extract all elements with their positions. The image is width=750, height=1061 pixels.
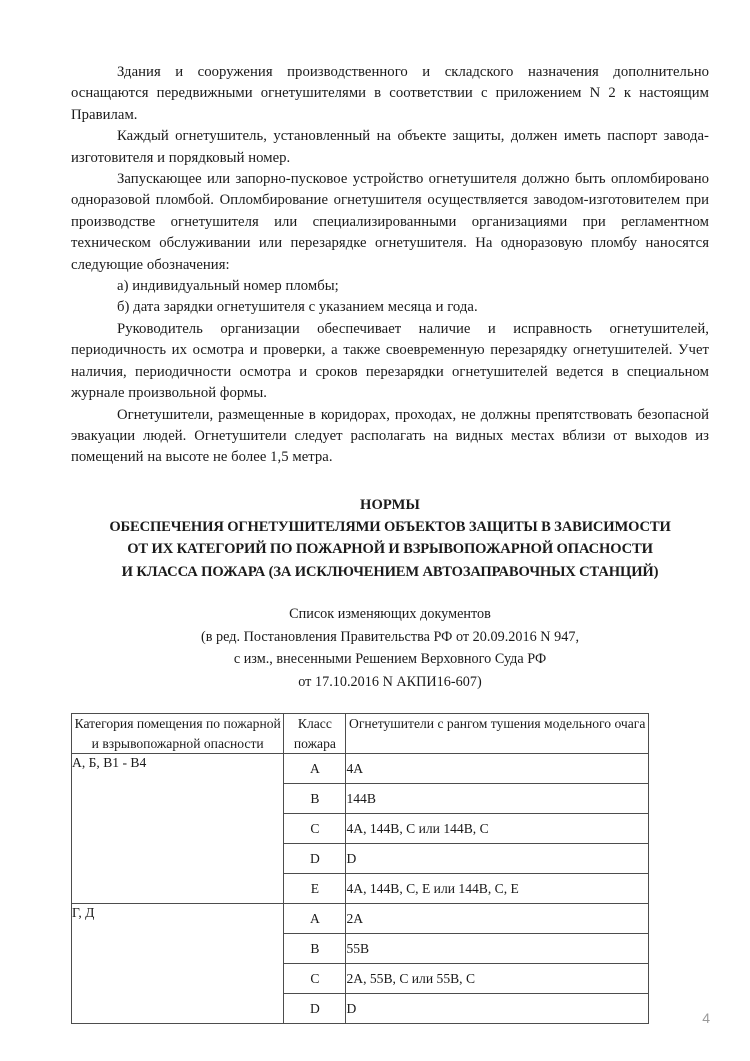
- paragraph-seal-item-b: б) дата зарядки огнетушителя с указанием месяца и года.: [117, 299, 478, 316]
- cell-fire-class: B: [284, 784, 346, 814]
- paragraph-seal-item-a: а) индивидуальный номер пломбы;: [117, 278, 339, 295]
- norms-subtitle-line-1: ОБЕСПЕЧЕНИЯ ОГНЕТУШИТЕЛЯМИ ОБЪЕКТОВ ЗАЩИТЫ В ЗАВИСИМОСТИ: [109, 518, 671, 535]
- norms-table-head: [72, 714, 649, 754]
- norms-subtitle-line-3: И КЛАССА ПОЖАРА (ЗА ИСКЛЮЧЕНИЕМ АВТОЗАПРАВОЧНЫХ СТАНЦИЙ): [121, 563, 659, 580]
- cell-fire-class: A: [284, 904, 346, 934]
- cell-extinguishers: D: [346, 994, 649, 1024]
- cell-fire-class: B: [284, 934, 346, 964]
- cell-extinguishers: 4А, 144В, С или 144В, С: [346, 814, 649, 844]
- paragraph-passport-serial-number: Каждый огнетушитель, установленный на объекте защиты, должен иметь паспорт завода-изготовителя и порядковый номер.: [71, 128, 709, 166]
- table-row: [72, 904, 649, 934]
- cell-extinguishers: 4А, 144В, С, Е или 144В, С, Е: [346, 874, 649, 904]
- cell-fire-class: A: [284, 754, 346, 784]
- cell-extinguishers: 55В: [346, 934, 649, 964]
- norms-table-body: [72, 754, 649, 1024]
- cell-extinguishers: 2А: [346, 904, 649, 934]
- header-category: Категория помещения по пожарной и взрывопожарной опасности: [72, 714, 284, 754]
- amendments-line-4: от 17.10.2016 N АКПИ16-607): [298, 673, 482, 690]
- amendments-line-3: с изм., внесенными Решением Верховного Суда РФ: [233, 651, 547, 668]
- cell-extinguishers: 2А, 55В, С или 55В, С: [346, 964, 649, 994]
- cell-fire-class: D: [284, 844, 346, 874]
- amendments-title: Список изменяющих документов: [289, 606, 491, 623]
- page-content: [71, 62, 709, 1024]
- cell-fire-class: D: [284, 994, 346, 1024]
- norms-subtitle-line-2: ОТ ИХ КАТЕГОРИЙ ПО ПОЖАРНОЙ И ВЗРЫВОПОЖАРНОЙ ОПАСНОСТИ: [127, 541, 653, 558]
- header-fire-class: Класс пожара: [284, 714, 346, 754]
- table-row: [72, 754, 649, 784]
- cell-fire-class: C: [284, 814, 346, 844]
- paragraph-buildings-mobile-extinguishers: Здания и сооружения производственного и складского назначения дополнительно оснащаются передвижными огнетушителями в соответствии с приложением N 2 к настоящим Правилам.: [71, 64, 709, 123]
- cell-extinguishers: D: [346, 844, 649, 874]
- cell-extinguishers: 144В: [346, 784, 649, 814]
- cell-fire-class: C: [284, 964, 346, 994]
- norms-table: [71, 713, 649, 1024]
- paragraph-corridor-placement: Огнетушители, размещенные в коридорах, проходах, не должны препятствовать безопасной эвакуации людей. Огнетушители следует располагать на видных местах вблизи от выходов из помещений на высоте не более 1,5 метра.: [71, 406, 709, 466]
- amendments-line-2: (в ред. Постановления Правительства РФ от 20.09.2016 N 947,: [200, 628, 580, 645]
- amendments-block: [71, 603, 709, 693]
- header-extinguishers: Огнетушители с рангом тушения модельного очага: [346, 714, 649, 754]
- cell-category-group-1: А, Б, В1 - В4: [72, 754, 284, 904]
- page-number: 4: [702, 1010, 710, 1026]
- table-header-row: [72, 714, 649, 754]
- paragraph-seal-requirements: Запускающее или запорно-пусковое устройство огнетушителя должно быть опломбировано одноразовой пломбой. Опломбирование огнетушителя осуществляется заводом-изготовителем при производстве огнетушителя или специализированными организациями при регламентном техническом обслуживании или перезарядке огнетушителя. На одноразовую пломбу наносятся следующие обозначения:: [71, 171, 709, 273]
- cell-extinguishers: 4А: [346, 754, 649, 784]
- norms-title: НОРМЫ: [360, 496, 420, 513]
- norms-heading: [71, 494, 709, 584]
- cell-category-group-2: Г, Д: [72, 904, 284, 1024]
- paragraph-manager-responsibilities: Руководитель организации обеспечивает наличие и исправность огнетушителей, периодичность их осмотра и проверки, а также своевременную перезарядку огнетушителей. Учет наличия, периодичности осмотра и сроков перезарядки огнетушителей ведется в специальном журнале произвольной формы.: [71, 320, 709, 402]
- norms-table-wrapper: [71, 713, 709, 1024]
- cell-fire-class: E: [284, 874, 346, 904]
